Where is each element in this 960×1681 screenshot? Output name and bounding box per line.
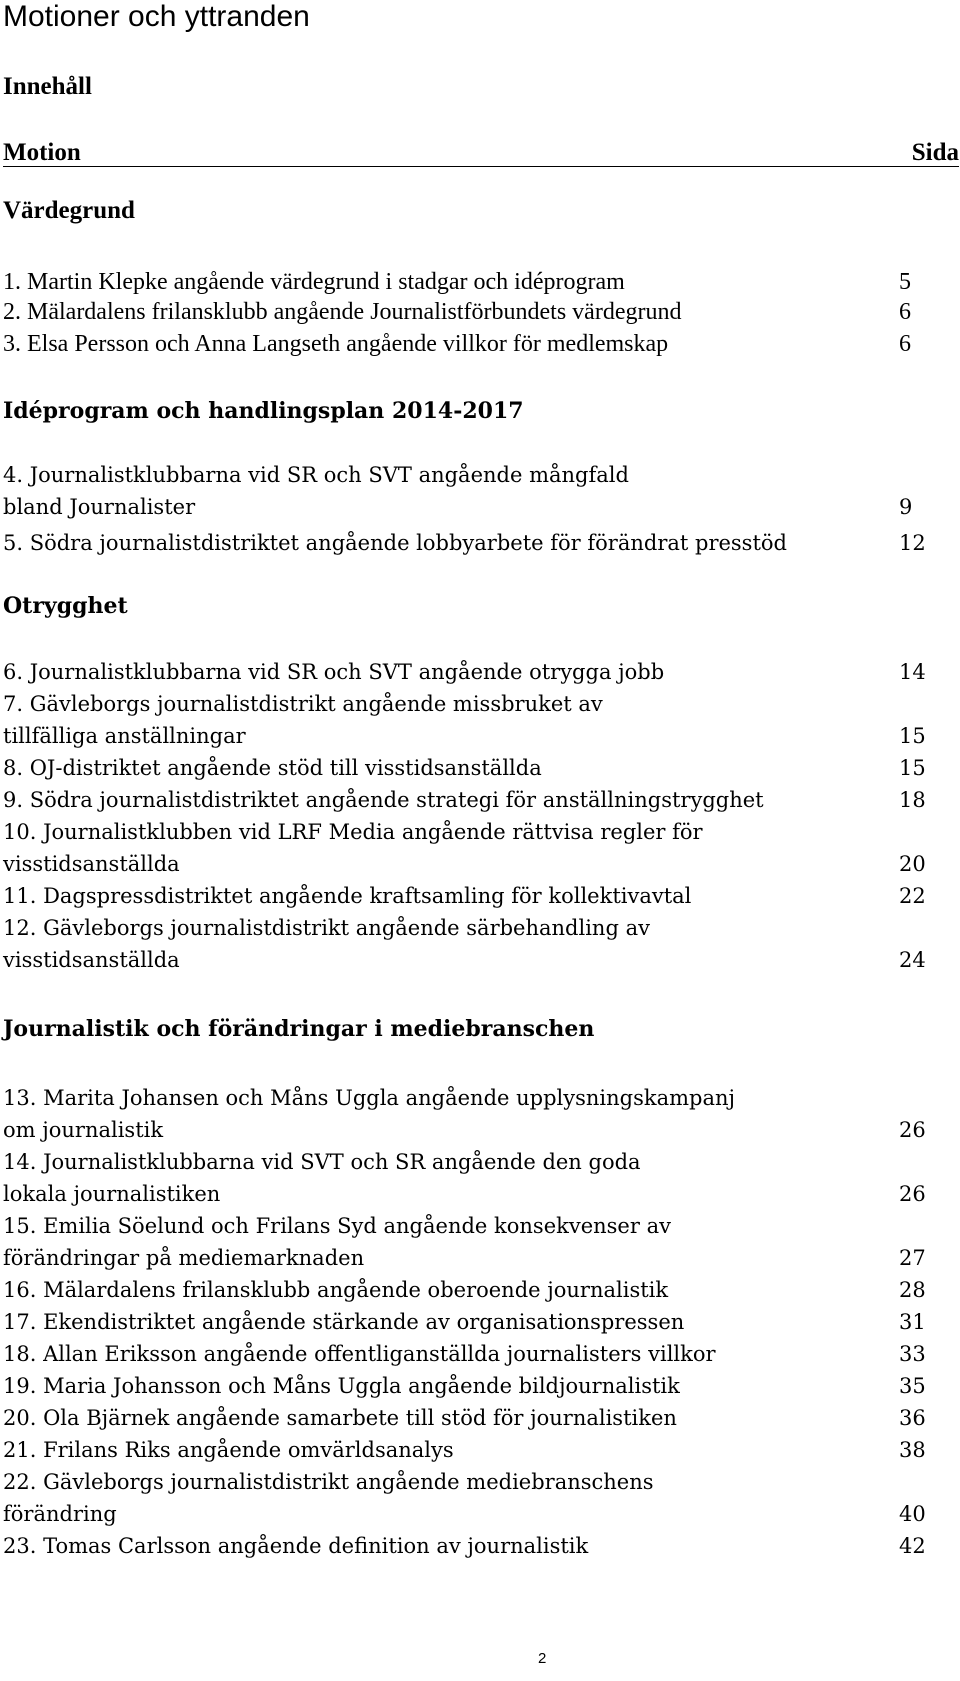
entry-title: 11. Dagspressdistriktet angående kraftsamling för kollektivavtal <box>3 884 692 908</box>
entry-title: 20. Ola Bjärnek angående samarbete till stöd för journalistiken <box>3 1406 677 1430</box>
entry-page-number: 15 <box>899 724 926 748</box>
entry-page-number: 35 <box>899 1374 926 1398</box>
section-heading: Värdegrund <box>3 197 135 224</box>
entry-page-number: 12 <box>899 531 926 555</box>
toc-entry[interactable] <box>3 296 959 328</box>
entry-page-number: 14 <box>899 660 926 684</box>
entry-title: 18. Allan Eriksson angående offentliganställda journalisters villkor <box>3 1342 716 1366</box>
toc-entry[interactable] <box>3 328 959 360</box>
entry-title: 2. Mälardalens frilansklubb angående Journalistförbundets värdegrund <box>3 299 682 325</box>
toc-entry[interactable] <box>3 816 959 880</box>
entry-title-continuation: förändringar på mediemarknaden <box>3 1246 365 1270</box>
entry-page-number: 28 <box>899 1278 926 1302</box>
toc-entry[interactable] <box>3 459 959 523</box>
entry-page-number: 6 <box>899 299 911 325</box>
toc-entry[interactable] <box>3 1306 959 1338</box>
entry-page-number: 20 <box>899 852 926 876</box>
column-header-row <box>3 138 959 168</box>
section-heading: Journalistik och förändringar i mediebranschen <box>3 1016 595 1042</box>
toc-entry[interactable] <box>3 1530 959 1562</box>
entry-title: 8. OJ-distriktet angående stöd till visstidsanställda <box>3 756 542 780</box>
entry-page-number: 42 <box>899 1534 926 1558</box>
toc-entry[interactable] <box>3 752 959 784</box>
motion-column-header: Motion <box>3 139 81 166</box>
footer-page-number: 2 <box>538 1650 547 1667</box>
toc-entry[interactable] <box>3 880 959 912</box>
section-heading: Idéprogram och handlingsplan 2014-2017 <box>3 398 524 424</box>
entry-title: 21. Frilans Riks angående omvärldsanalys <box>3 1438 454 1462</box>
entry-title: 16. Mälardalens frilansklubb angående oberoende journalistik <box>3 1278 669 1302</box>
entry-title-continuation: visstidsanställda <box>3 948 180 972</box>
toc-entry[interactable] <box>3 1274 959 1306</box>
toc-entry[interactable] <box>3 656 959 688</box>
section-heading: Otrygghet <box>3 593 128 619</box>
entry-page-number: 6 <box>899 331 911 357</box>
entry-title: 13. Marita Johansen och Måns Uggla angående upplysningskampanj <box>3 1086 736 1110</box>
entry-page-number: 38 <box>899 1438 926 1462</box>
toc-entry[interactable] <box>3 1434 959 1466</box>
entry-title: 9. Södra journalistdistriktet angående strategi för anställningstrygghet <box>3 788 764 812</box>
entry-page-number: 26 <box>899 1118 926 1142</box>
entry-title: 6. Journalistklubbarna vid SR och SVT angående otrygga jobb <box>3 660 665 684</box>
entry-title-continuation: om journalistik <box>3 1118 164 1142</box>
entry-title: 10. Journalistklubben vid LRF Media angående rättvisa regler för <box>3 820 703 844</box>
entry-page-number: 40 <box>899 1502 926 1526</box>
entry-page-number: 15 <box>899 756 926 780</box>
toc-entry[interactable] <box>3 1370 959 1402</box>
entry-page-number: 33 <box>899 1342 926 1366</box>
entry-title-continuation: tillfälliga anställningar <box>3 724 246 748</box>
entry-title: 4. Journalistklubbarna vid SR och SVT angående mångfald <box>3 463 629 487</box>
entry-title-continuation: bland Journalister <box>3 495 196 519</box>
toc-entry[interactable] <box>3 1082 959 1146</box>
page-column-header: Sida <box>911 139 959 166</box>
entry-title-continuation: förändring <box>3 1502 117 1526</box>
toc-entry[interactable] <box>3 1146 959 1210</box>
entry-title-continuation: visstidsanställda <box>3 852 180 876</box>
document-title: Motioner och yttranden <box>3 0 310 33</box>
entry-page-number: 9 <box>899 495 913 519</box>
toc-entry[interactable] <box>3 1338 959 1370</box>
toc-entry[interactable] <box>3 784 959 816</box>
toc-entry[interactable] <box>3 1210 959 1274</box>
entry-page-number: 18 <box>899 788 926 812</box>
entry-page-number: 31 <box>899 1310 926 1334</box>
entry-title: 7. Gävleborgs journalistdistrikt angående missbruket av <box>3 692 603 716</box>
entry-title: 3. Elsa Persson och Anna Langseth angående villkor för medlemskap <box>3 331 669 357</box>
toc-entry[interactable] <box>3 1466 959 1530</box>
entry-title: 17. Ekendistriktet angående stärkande av organisationspressen <box>3 1310 685 1334</box>
entry-title: 19. Maria Johansson och Måns Uggla angående bildjournalistik <box>3 1374 680 1398</box>
contents-heading: Innehåll <box>3 73 92 100</box>
entry-title: 5. Södra journalistdistriktet angående lobbyarbete för förändrat presstöd <box>3 531 787 555</box>
entry-page-number: 22 <box>899 884 926 908</box>
entry-title: 15. Emilia Söelund och Frilans Syd angående konsekvenser av <box>3 1214 671 1238</box>
toc-entry[interactable] <box>3 527 959 559</box>
entry-title: 1. Martin Klepke angående värdegrund i stadgar och idéprogram <box>3 269 625 295</box>
entry-title: 14. Journalistklubbarna vid SVT och SR angående den goda <box>3 1150 641 1174</box>
entry-title: 22. Gävleborgs journalistdistrikt angående mediebranschens <box>3 1470 654 1494</box>
entry-page-number: 24 <box>899 948 926 972</box>
header-rule <box>3 166 959 167</box>
toc-entry[interactable] <box>3 1402 959 1434</box>
entry-title-continuation: lokala journalistiken <box>3 1182 221 1206</box>
toc-entry[interactable] <box>3 688 959 752</box>
entry-page-number: 36 <box>899 1406 926 1430</box>
entry-title: 23. Tomas Carlsson angående definition av journalistik <box>3 1534 589 1558</box>
entry-page-number: 27 <box>899 1246 926 1270</box>
entry-page-number: 26 <box>899 1182 926 1206</box>
entry-page-number: 5 <box>899 269 911 295</box>
entry-title: 12. Gävleborgs journalistdistrikt angående särbehandling av <box>3 916 650 940</box>
toc-entry[interactable] <box>3 912 959 976</box>
toc-entry[interactable] <box>3 266 959 298</box>
